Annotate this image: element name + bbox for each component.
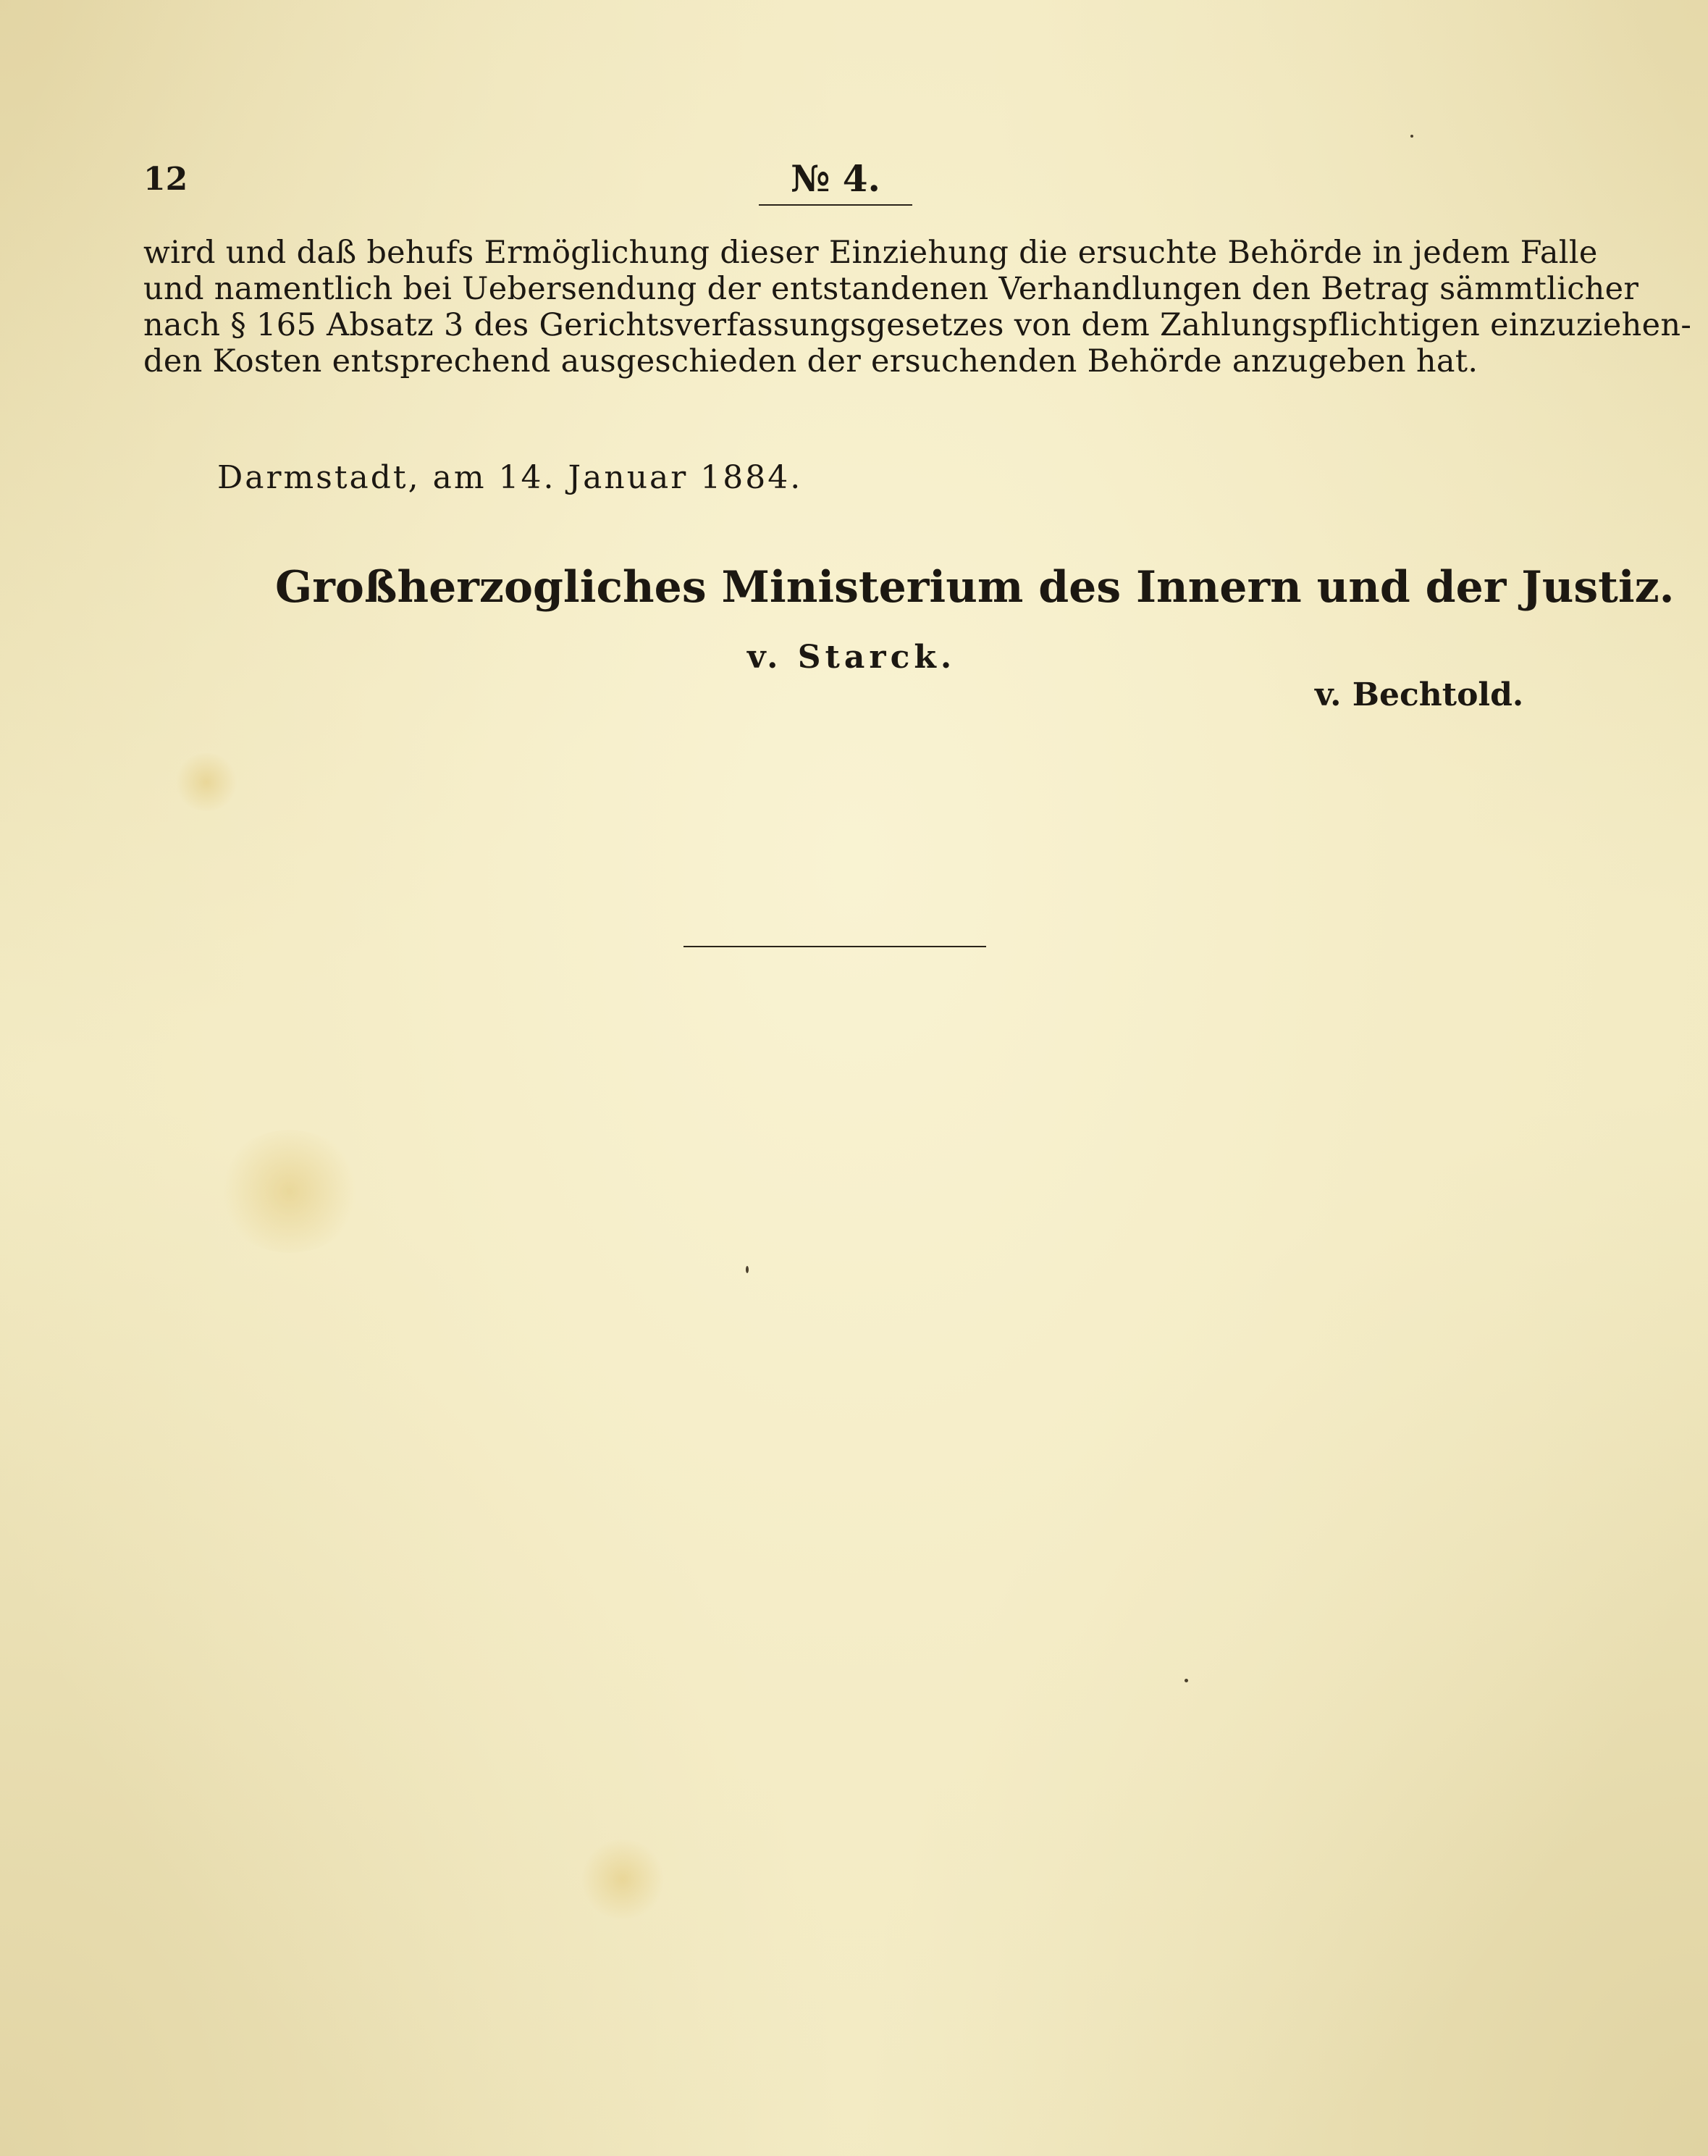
paper-stain [217, 1130, 362, 1253]
paper-speck [746, 1266, 749, 1273]
body-paragraph [143, 235, 1692, 379]
signatory-starck: v. Starck. [747, 639, 956, 676]
body-line: wird und daß behufs Ermöglichung dieser Einziehung die ersuchte Behörde in jedem Falle [143, 235, 1598, 271]
paper-speck [1410, 135, 1413, 138]
issue-number: № 4. [791, 157, 880, 200]
body-line: den Kosten entsprechend ausgeschieden der ersuchenden Behörde anzugeben hat. [143, 343, 1478, 379]
body-line: nach § 165 Absatz 3 des Gerichtsverfassungsgesetzes von dem Zahlungspflichtigen einzuziehen- [143, 307, 1692, 343]
paper-stain [579, 1840, 666, 1919]
end-rule [683, 946, 986, 947]
paper-speck [1185, 1679, 1188, 1682]
body-line: und namentlich bei Uebersendung der entstandenen Verhandlungen den Betrag sämmtlicher [143, 271, 1639, 307]
header-rule [759, 204, 912, 206]
issuing-authority: Großherzogliches Ministerium des Innern und der Justiz. [275, 562, 1675, 613]
place-date: Darmstadt, am 14. Januar 1884. [217, 459, 803, 496]
signatory-bechtold: v. Bechtold. [1315, 676, 1524, 713]
page-number: 12 [143, 161, 188, 198]
paper-stain [174, 753, 239, 811]
